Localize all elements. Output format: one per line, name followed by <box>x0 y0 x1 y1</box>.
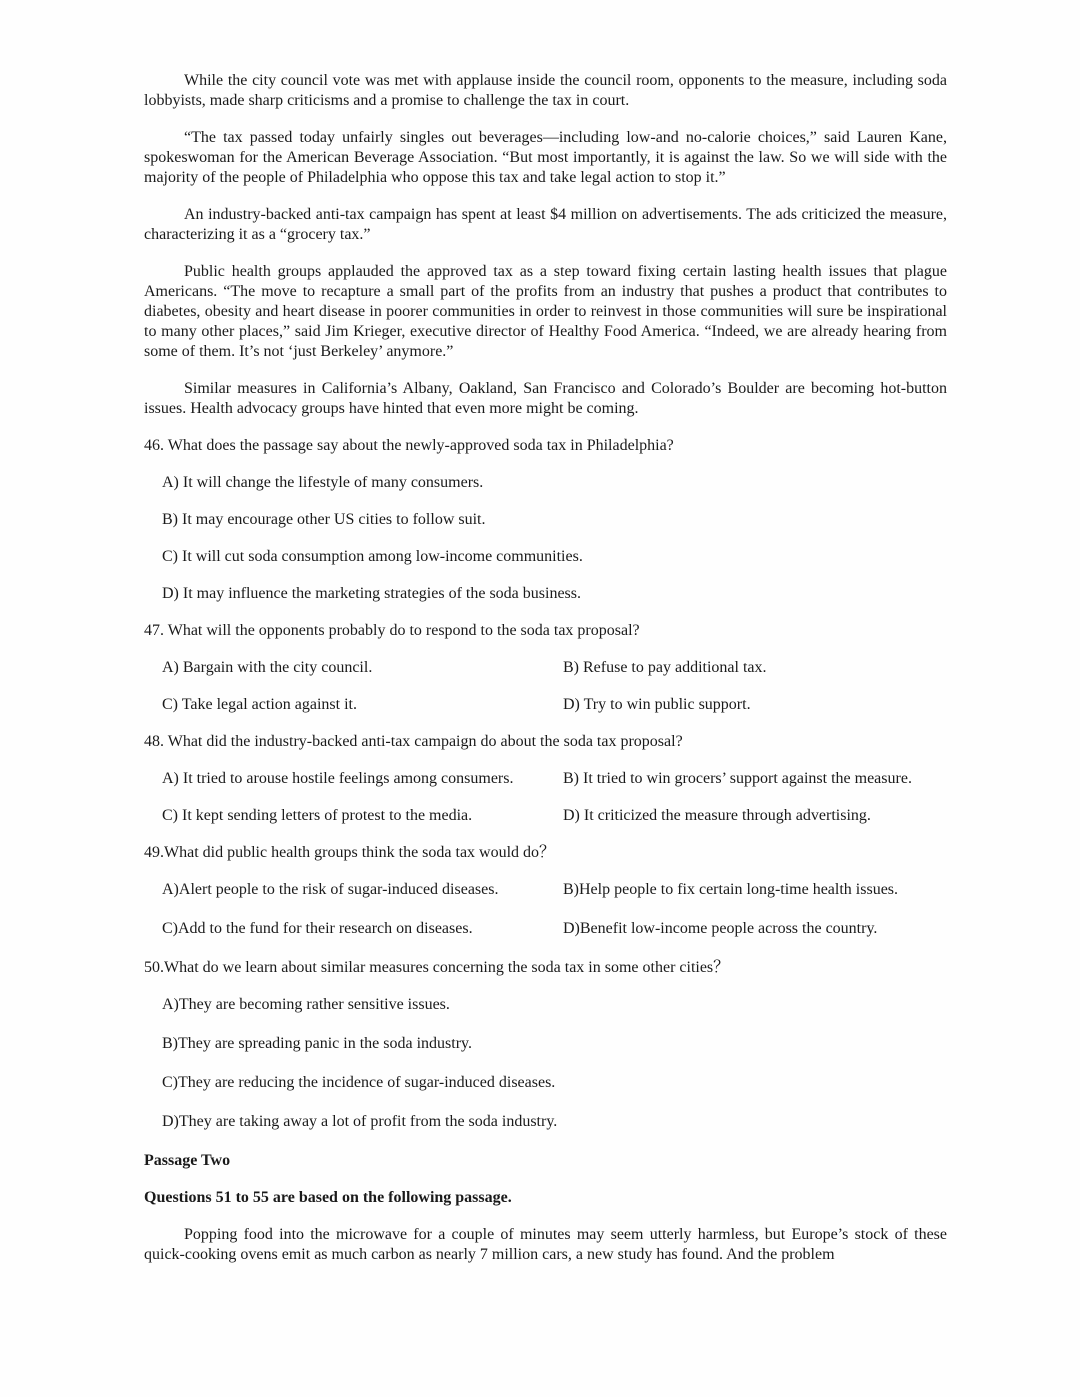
passage-paragraph: An industry-backed anti-tax campaign has spent at least $4 million on advertisements. The ads criticized the measure, characterizing it as a “grocery tax.” <box>144 206 947 243</box>
option-row <box>162 880 947 900</box>
option-b: B) It tried to win grocers’ support against the measure. <box>563 770 912 787</box>
option-b: B)They are spreading panic in the soda industry. <box>162 1035 472 1052</box>
document-page <box>144 71 947 1265</box>
question-48 <box>144 732 947 826</box>
option-c: C)They are reducing the incidence of sugar-induced diseases. <box>162 1074 556 1091</box>
question-stem: 46. What does the passage say about the newly-approved soda tax in Philadelphia? <box>144 437 674 454</box>
option-a: A)Alert people to the risk of sugar-induced diseases. <box>162 881 499 898</box>
option-a: A) Bargain with the city council. <box>162 659 373 676</box>
question-49 <box>144 843 947 939</box>
option-c: C) It will cut soda consumption among low-income communities. <box>162 548 583 565</box>
option-c: C) Take legal action against it. <box>162 696 357 713</box>
option-row <box>162 658 947 678</box>
option-a: A) It tried to arouse hostile feelings among consumers. <box>162 770 514 787</box>
question-stem: 49.What did public health groups think the soda tax would do？ <box>144 844 556 861</box>
passage-paragraph: Similar measures in California’s Albany, Oakland, San Francisco and Colorado’s Boulder are becoming hot-button issues. Health advocacy groups have hinted that even more might be coming. <box>144 380 947 417</box>
option-d: D) It criticized the measure through advertising. <box>563 807 871 824</box>
question-47 <box>144 621 947 715</box>
option-a: A)They are becoming rather sensitive issues. <box>162 996 450 1013</box>
question-stem: 50.What do we learn about similar measures concerning the soda tax in some other cities？ <box>144 959 730 976</box>
option-row <box>162 806 947 826</box>
question-46 <box>144 436 947 604</box>
option-b: B)Help people to fix certain long-time health issues. <box>563 881 899 898</box>
question-50 <box>144 958 947 1132</box>
passage-paragraph: “The tax passed today unfairly singles out beverages—including low-and no-calorie choices,” said Lauren Kane, spokeswoman for the American Beverage Association. “But most importantly, it is against the law. So we will side with the majority of the people of Philadelphia who oppose this tax and take legal action to stop it.” <box>144 129 947 186</box>
option-d: D) It may influence the marketing strategies of the soda business. <box>162 585 581 602</box>
passage-paragraph: Popping food into the microwave for a couple of minutes may seem utterly harmless, but Europe’s stock of these quick-cooking ovens emit as much carbon as nearly 7 million cars, a new study has found. And the problem <box>144 1226 947 1263</box>
option-c: C)Add to the fund for their research on diseases. <box>162 920 473 937</box>
option-d: D)They are taking away a lot of profit from the soda industry. <box>162 1113 558 1130</box>
option-c: C) It kept sending letters of protest to the media. <box>162 807 473 824</box>
option-row <box>162 919 947 939</box>
option-d: D) Try to win public support. <box>563 696 751 713</box>
section-title: Passage Two <box>144 1152 231 1169</box>
section-instruction: Questions 51 to 55 are based on the following passage. <box>144 1189 512 1206</box>
passage-paragraph: Public health groups applauded the approved tax as a step toward fixing certain lasting health issues that plague Americans. “The move to recapture a small part of the profits from an industry that pushes a product that contributes to diabetes, obesity and heart disease in poorer communities in order to reinvest in those communities will sure be inspirational to many other places,” said Jim Krieger, executive director of Healthy Food America. “Indeed, we are already hearing from some of them. It’s not ‘just Berkeley’ anymore.” <box>144 263 947 360</box>
option-row <box>162 695 947 715</box>
passage-paragraph: While the city council vote was met with applause inside the council room, opponents to the measure, including soda lobbyists, made sharp criticisms and a promise to challenge the tax in court. <box>144 72 947 109</box>
option-a: A) It will change the lifestyle of many consumers. <box>162 474 484 491</box>
option-row <box>162 769 947 789</box>
question-stem: 48. What did the industry-backed anti-tax campaign do about the soda tax proposal? <box>144 733 683 750</box>
option-d: D)Benefit low-income people across the country. <box>563 920 878 937</box>
option-b: B) Refuse to pay additional tax. <box>563 659 767 676</box>
option-b: B) It may encourage other US cities to follow suit. <box>162 511 486 528</box>
question-stem: 47. What will the opponents probably do to respond to the soda tax proposal? <box>144 622 640 639</box>
